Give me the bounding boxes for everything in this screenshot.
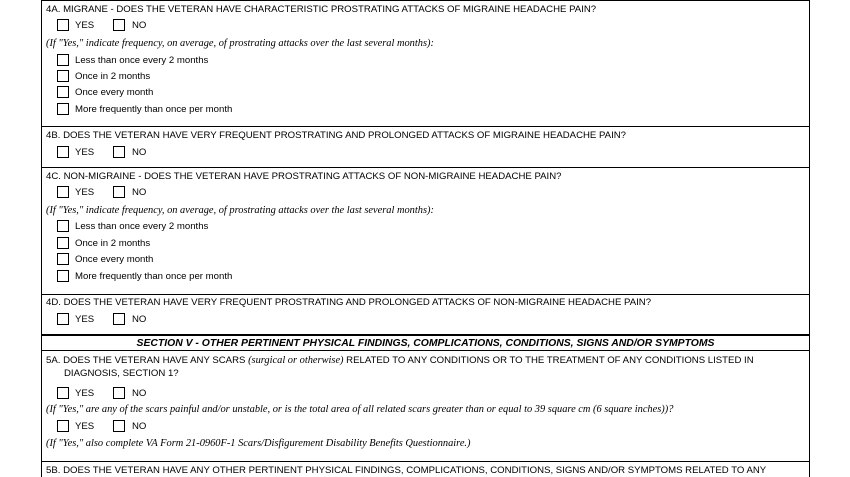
- q4c-option-label: More frequently than once per month: [75, 271, 233, 282]
- q4d-yes-checkbox[interactable]: [57, 313, 69, 325]
- question-5a: [46, 355, 754, 367]
- q5a-note: (If "Yes," also complete VA Form 21-0960F-1 Scars/Disfigurement Disability Benefits Questionnaire.): [46, 438, 471, 449]
- q4a-no-checkbox[interactable]: [113, 19, 125, 31]
- q4c-no-checkbox[interactable]: [113, 186, 125, 198]
- q4d-yes-label: YES: [75, 314, 95, 325]
- q4c-yes-checkbox[interactable]: [57, 186, 69, 198]
- q5a-yes-label: YES: [75, 388, 95, 399]
- question-5a-start: 5A. DOES THE VETERAN HAVE ANY SCARS: [46, 355, 249, 366]
- q4a-option-label: Once every month: [75, 87, 154, 98]
- q5a-painful-yes-label: YES: [75, 421, 95, 432]
- q4c-option-checkbox[interactable]: [57, 270, 69, 282]
- divider: [41, 167, 810, 168]
- q4b-no-checkbox[interactable]: [113, 146, 125, 158]
- question-4b: 4B. DOES THE VETERAN HAVE VERY FREQUENT PROSTRATING AND PROLONGED ATTACKS OF MIGRAINE HEADACHE PAIN?: [46, 130, 627, 141]
- q4b-yes-checkbox[interactable]: [57, 146, 69, 158]
- q4a-yes-checkbox[interactable]: [57, 19, 69, 31]
- q5a-painful-yes-checkbox[interactable]: [57, 420, 69, 432]
- q4a-yes-label: YES: [75, 20, 95, 31]
- q5a-instruction: (If "Yes," are any of the scars painful and/or unstable, or is the total area of all related scars greater than or equal to 39 square cm (6 square inches))?: [46, 404, 674, 415]
- question-4c: 4C. NON-MIGRAINE - DOES THE VETERAN HAVE PROSTRATING ATTACKS OF NON-MIGRAINE HEADACHE PAIN?: [46, 171, 562, 182]
- form-left-border: [41, 0, 42, 477]
- q5a-painful-no-checkbox[interactable]: [113, 420, 125, 432]
- divider: [41, 350, 810, 351]
- q4a-option-label: Less than once every 2 months: [75, 55, 209, 66]
- question-5a-italic: (surgical or otherwise): [248, 355, 344, 366]
- q4a-option-checkbox[interactable]: [57, 54, 69, 66]
- q4d-no-checkbox[interactable]: [113, 313, 125, 325]
- divider: [41, 334, 810, 336]
- q5a-no-checkbox[interactable]: [113, 387, 125, 399]
- question-4a: 4A. MIGRANE - DOES THE VETERAN HAVE CHARACTERISTIC PROSTRATING ATTACKS OF MIGRAINE HEADACHE PAIN?: [46, 4, 597, 15]
- q4c-option-label: Once every month: [75, 254, 154, 265]
- divider: [41, 461, 810, 462]
- q4b-no-label: NO: [132, 147, 147, 158]
- q4c-option-checkbox[interactable]: [57, 220, 69, 232]
- q4a-no-label: NO: [132, 20, 147, 31]
- q4c-yes-label: YES: [75, 187, 95, 198]
- question-4d: 4D. DOES THE VETERAN HAVE VERY FREQUENT PROSTRATING AND PROLONGED ATTACKS OF NON-MIGRAINE HEADACHE PAIN?: [46, 297, 652, 308]
- divider: [41, 0, 810, 1]
- question-5b: 5B. DOES THE VETERAN HAVE ANY OTHER PERTINENT PHYSICAL FINDINGS, COMPLICATIONS, CONDITIONS, SIGNS AND/OR SYMPTOMS RELATED TO ANY: [46, 465, 767, 476]
- question-5a-end: RELATED TO ANY CONDITIONS OR TO THE TREATMENT OF ANY CONDITIONS LISTED IN: [343, 355, 754, 366]
- divider: [41, 294, 810, 295]
- q4a-option-label: More frequently than once per month: [75, 104, 233, 115]
- q4b-yes-label: YES: [75, 147, 95, 158]
- divider: [41, 126, 810, 127]
- q5a-yes-checkbox[interactable]: [57, 387, 69, 399]
- q4a-option-checkbox[interactable]: [57, 86, 69, 98]
- q4c-option-checkbox[interactable]: [57, 237, 69, 249]
- q4c-option-checkbox[interactable]: [57, 253, 69, 265]
- q4a-option-checkbox[interactable]: [57, 103, 69, 115]
- section-5-title: SECTION V - OTHER PERTINENT PHYSICAL FINDINGS, COMPLICATIONS, CONDITIONS, SIGNS AND/OR SYMPTOMS: [136, 338, 715, 349]
- question-5a-line2: DIAGNOSIS, SECTION 1?: [64, 368, 179, 379]
- q5a-no-label: NO: [132, 388, 147, 399]
- q4c-instruction: (If "Yes," indicate frequency, on average, of prostrating attacks over the last several months):: [46, 205, 434, 216]
- q4a-option-checkbox[interactable]: [57, 70, 69, 82]
- q4c-option-label: Once in 2 months: [75, 238, 151, 249]
- q4a-option-label: Once in 2 months: [75, 71, 151, 82]
- q4a-instruction: (If "Yes," indicate frequency, on average, of prostrating attacks over the last several months):: [46, 38, 434, 49]
- form-right-border: [809, 0, 810, 477]
- q4c-no-label: NO: [132, 187, 147, 198]
- q4c-option-label: Less than once every 2 months: [75, 221, 209, 232]
- q4d-no-label: NO: [132, 314, 147, 325]
- q5a-painful-no-label: NO: [132, 421, 147, 432]
